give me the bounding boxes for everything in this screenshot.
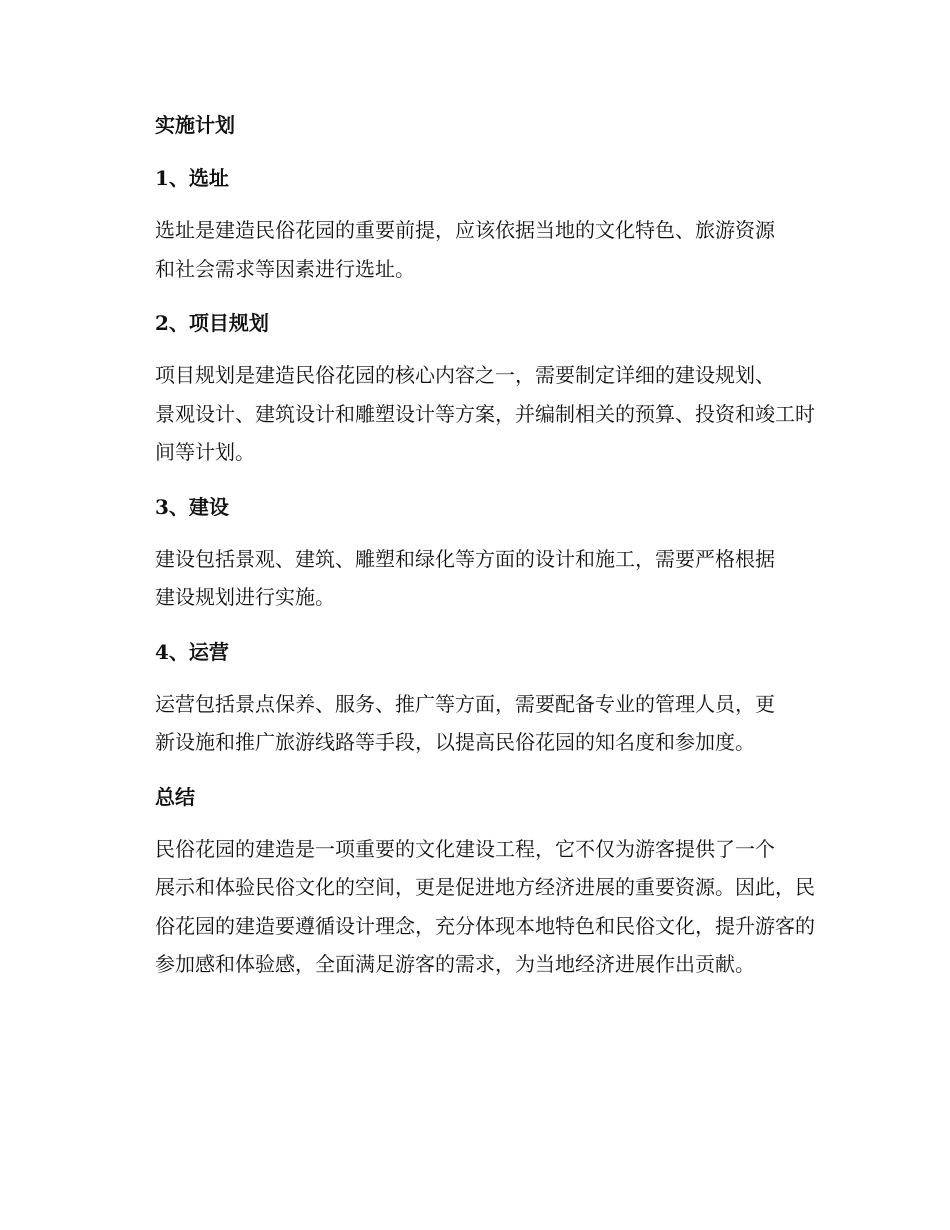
document-page xyxy=(113,105,833,984)
section-heading-project-planning: 2、项目规划 xyxy=(155,311,269,335)
paragraph-line: 选址是建造民俗花园的重要前提，应该依据当地的文化特色、旅游资源 xyxy=(155,218,775,242)
paragraph-line: 参加感和体验感，全面满足游客的需求，为当地经济进展作出贡献。 xyxy=(155,952,755,976)
paragraph-line: 和社会需求等因素进行选址。 xyxy=(155,256,415,281)
paragraph-line: 俗花园的建造要遵循设计理念，充分体现本地特色和民俗文化，提升游客的 xyxy=(155,913,815,938)
document-title: 实施计划 xyxy=(155,113,235,137)
paragraph-line: 项目规划是建造民俗花园的核心内容之一，需要制定详细的建设规划、 xyxy=(155,363,775,387)
section-paragraph-operation xyxy=(113,685,833,762)
paragraph-line: 建设规划进行实施。 xyxy=(155,585,335,609)
section-paragraph-site-selection xyxy=(113,211,833,288)
summary-paragraph xyxy=(113,830,833,984)
paragraph-line: 运营包括景点保养、服务、推广等方面，需要配备专业的管理人员，更 xyxy=(155,691,775,716)
paragraph-line: 建设包括景观、建筑、雕塑和绿化等方面的设计和施工，需要严格根据 xyxy=(155,546,775,571)
paragraph-line: 间等计划。 xyxy=(155,440,255,464)
summary-heading: 总结 xyxy=(155,784,195,809)
section-heading-construction: 3、建设 xyxy=(155,494,229,519)
section-heading-site-selection: 1、选址 xyxy=(155,166,229,190)
section-paragraph-project-planning xyxy=(113,356,833,472)
paragraph-line: 景观设计、建筑设计和雕塑设计等方案，并编制相关的预算、投资和竣工时 xyxy=(155,401,815,426)
paragraph-line: 展示和体验民俗文化的空间，更是促进地方经济进展的重要资源。因此，民 xyxy=(155,875,815,899)
paragraph-line: 新设施和推广旅游线路等手段，以提高民俗花园的知名度和参加度。 xyxy=(155,730,755,754)
paragraph-line: 民俗花园的建造是一项重要的文化建设工程，它不仅为游客提供了一个 xyxy=(155,836,775,861)
section-heading-operation: 4、运营 xyxy=(155,639,229,664)
section-paragraph-construction xyxy=(113,540,833,617)
